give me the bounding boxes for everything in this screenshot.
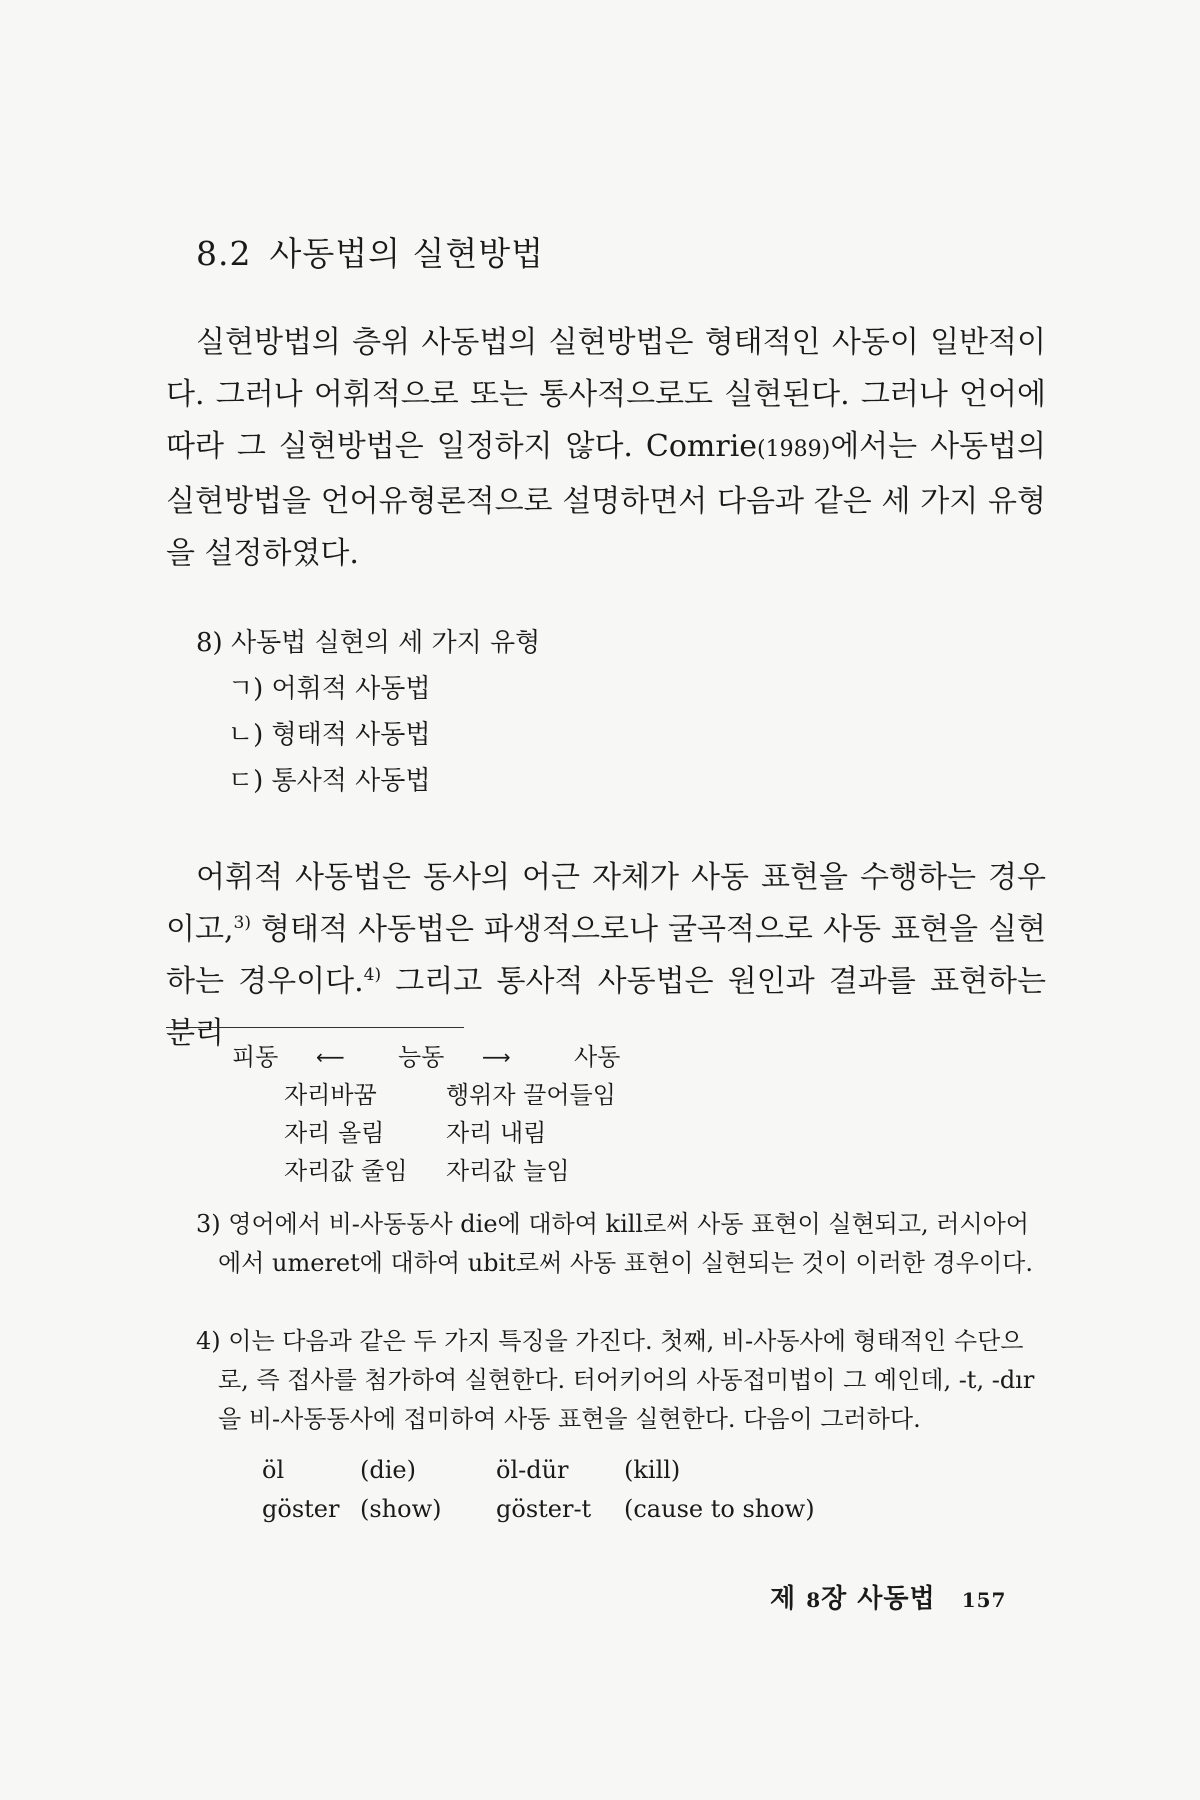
turkish-word: öl bbox=[262, 1456, 285, 1484]
example-item-lexical: ㄱ) 어휘적 사동법 bbox=[228, 674, 431, 704]
para1-text-b: 에서는 사동법의 실현방법을 언어유형론적으로 설명하면서 다음과 같은 세 가지 유형을 설정하였다. bbox=[166, 429, 1046, 571]
causative-label: 사동 bbox=[574, 1043, 621, 1071]
voice-row-left: 자리값 줄임 bbox=[284, 1157, 408, 1185]
footnote-divider bbox=[166, 1027, 464, 1028]
section-title: 사동법의 실현방법 bbox=[269, 234, 544, 273]
footnote-3 bbox=[196, 1205, 1046, 1283]
para2-part1: 어휘적 사동법은 동사의 어근 자체가 사동 표현을 수행하는 경우이고, bbox=[166, 860, 1046, 947]
para1-text-a: 실현방법의 층위 사동법의 실현방법은 형태적인 사동이 일반적이다. 그러나 어휘적으로 또는 통사적으로도 실현된다. 그러나 언어에 따라 그 실현방법은 일정하지 않다. Comrie bbox=[166, 325, 1046, 464]
voice-row-right: 자리값 늘임 bbox=[446, 1157, 570, 1185]
chapter-prefix: 제 bbox=[770, 1584, 797, 1614]
active-label: 능동 bbox=[398, 1043, 445, 1071]
turkish-causative-gloss: (kill) bbox=[624, 1456, 681, 1484]
arrow-left-icon: ⟵ bbox=[316, 1045, 345, 1069]
footnote-4 bbox=[196, 1322, 1046, 1439]
chapter-number: 8 bbox=[806, 1588, 822, 1612]
footnote-3-text: 3) 영어에서 비-사동동사 die에 대하여 kill로써 사동 표현이 실현되고, 러시아어에서 umeret에 대하여 ubit로써 사동 표현이 실현되는 것이 이러한 경우이다. bbox=[196, 1210, 1033, 1277]
turkish-causative: öl-dür bbox=[496, 1456, 569, 1484]
example-8 bbox=[196, 620, 540, 804]
section-heading bbox=[196, 228, 544, 275]
turkish-causative: göster-t bbox=[496, 1495, 592, 1523]
arrow-right-icon: ⟶ bbox=[482, 1045, 511, 1069]
turkish-word: göster bbox=[262, 1495, 340, 1523]
voice-row-right: 자리 내림 bbox=[446, 1119, 547, 1147]
voice-row-left: 자리 올림 bbox=[284, 1119, 385, 1147]
para2-part3: 그리고 통사적 사동법은 원인과 결과를 표현하는 분리 bbox=[166, 964, 1046, 1051]
turkish-gloss: (die) bbox=[360, 1456, 416, 1484]
footnote-ref-4: 4) bbox=[363, 965, 382, 985]
example-item-morphological: ㄴ) 형태적 사동법 bbox=[228, 720, 431, 750]
running-footer bbox=[770, 1578, 1006, 1615]
section-number: 8.2 bbox=[196, 234, 252, 273]
body-paragraph-1 bbox=[166, 317, 1046, 580]
body-paragraph-2 bbox=[166, 852, 1046, 1060]
turkish-gloss: (show) bbox=[360, 1495, 442, 1523]
example-title: 8) 사동법 실현의 세 가지 유형 bbox=[196, 628, 541, 658]
voice-row-right: 행위자 끌어들임 bbox=[446, 1081, 616, 1109]
passive-label: 피동 bbox=[232, 1043, 279, 1071]
voice-row-left: 자리바꿈 bbox=[284, 1081, 377, 1109]
footnote-ref-3: 3) bbox=[233, 913, 251, 933]
turkish-causative-gloss: (cause to show) bbox=[624, 1495, 815, 1523]
para1-year: (1989) bbox=[757, 437, 831, 462]
page-number: 157 bbox=[961, 1588, 1007, 1612]
para2-part2: 형태적 사동법은 파생적으로나 굴곡적으로 사동 표현을 실현하는 경우이다. bbox=[166, 912, 1046, 999]
footnote-4-text: 4) 이는 다음과 같은 두 가지 특징을 가진다. 첫째, 비-사동사에 형태적인 수단으로, 즉 접사를 첨가하여 실현한다. 터어키어의 사동접미법이 그 예인데, -t, -dır을 비-사동동사에 접미하여 사동 표현을 실현한다. 다음이 그러하다. bbox=[196, 1327, 1035, 1433]
example-item-syntactic: ㄷ) 통사적 사동법 bbox=[228, 766, 431, 796]
chapter-title: 장 사동법 bbox=[821, 1584, 936, 1614]
